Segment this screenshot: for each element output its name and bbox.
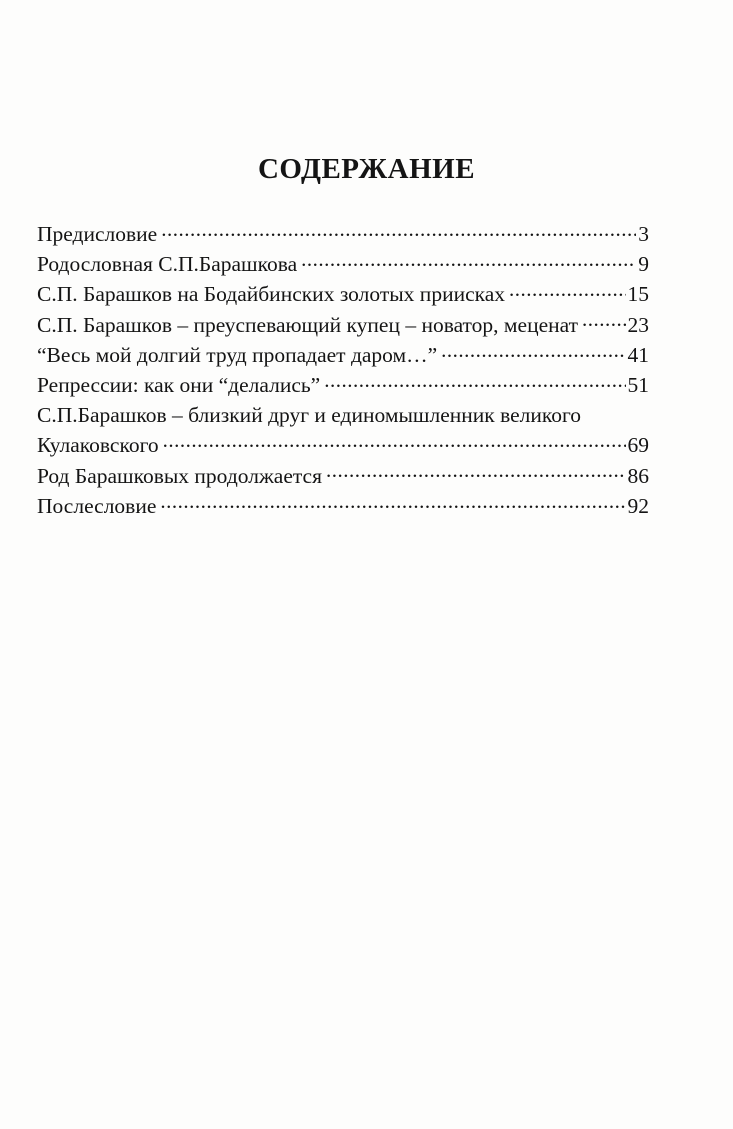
dot-leader	[509, 280, 625, 302]
dot-leader	[301, 250, 636, 272]
dot-leader	[582, 310, 625, 332]
toc-entry-friend-line1: С.П.Барашков – близкий друг и единомышленник великого	[37, 403, 582, 428]
dot-leader	[326, 461, 626, 483]
toc-entry-page: 23	[627, 312, 649, 337]
dot-leader	[161, 220, 636, 242]
toc-entry-label: “Весь мой долгий труд пропадает даром…”	[37, 342, 438, 367]
toc-entry-label: Род Барашковых продолжается	[37, 463, 322, 488]
toc-entry-label: Репрессии: как они “делались”	[37, 373, 321, 398]
toc-entry-label: Предисловие	[37, 222, 158, 246]
toc-entry-page: 86	[627, 463, 649, 488]
toc-entry-label: Кулаковского	[37, 433, 159, 458]
dot-leader	[324, 371, 625, 393]
toc-entry-page: 41	[627, 342, 649, 367]
dot-leader	[163, 431, 626, 453]
toc-entry-page: 69	[627, 433, 649, 458]
toc-entry-page: 92	[627, 493, 649, 518]
toc-entry-label: Родословная С.П.Барашкова	[37, 252, 298, 277]
toc-entry-bodaybo-mines	[37, 279, 649, 309]
toc-entry-long-labor	[37, 340, 649, 370]
toc-entry-merchant	[37, 310, 649, 340]
dot-leader	[441, 340, 625, 362]
toc-entry-label: С.П. Барашков – преуспевающий купец – новатор, меценат	[37, 312, 579, 337]
table-of-contents	[37, 219, 649, 521]
toc-entry-page: 9	[638, 252, 649, 277]
toc-entry-genealogy	[37, 249, 649, 279]
toc-entry-preface	[37, 219, 649, 249]
toc-entry-page: 15	[627, 282, 649, 307]
toc-entry-label: Послесловие	[37, 493, 157, 518]
page-title: СОДЕРЖАНИЕ	[257, 153, 476, 185]
toc-entry-label: С.П. Барашков на Бодайбинских золотых приисках	[37, 282, 506, 307]
dot-leader	[160, 491, 625, 513]
toc-entry-repressions	[37, 370, 649, 400]
toc-entry-page: 51	[627, 373, 649, 398]
toc-entry-afterword	[37, 491, 649, 521]
toc-entry-page: 3	[638, 222, 649, 246]
toc-entry-family-continues	[37, 461, 649, 491]
toc-entry-friend	[37, 430, 649, 460]
